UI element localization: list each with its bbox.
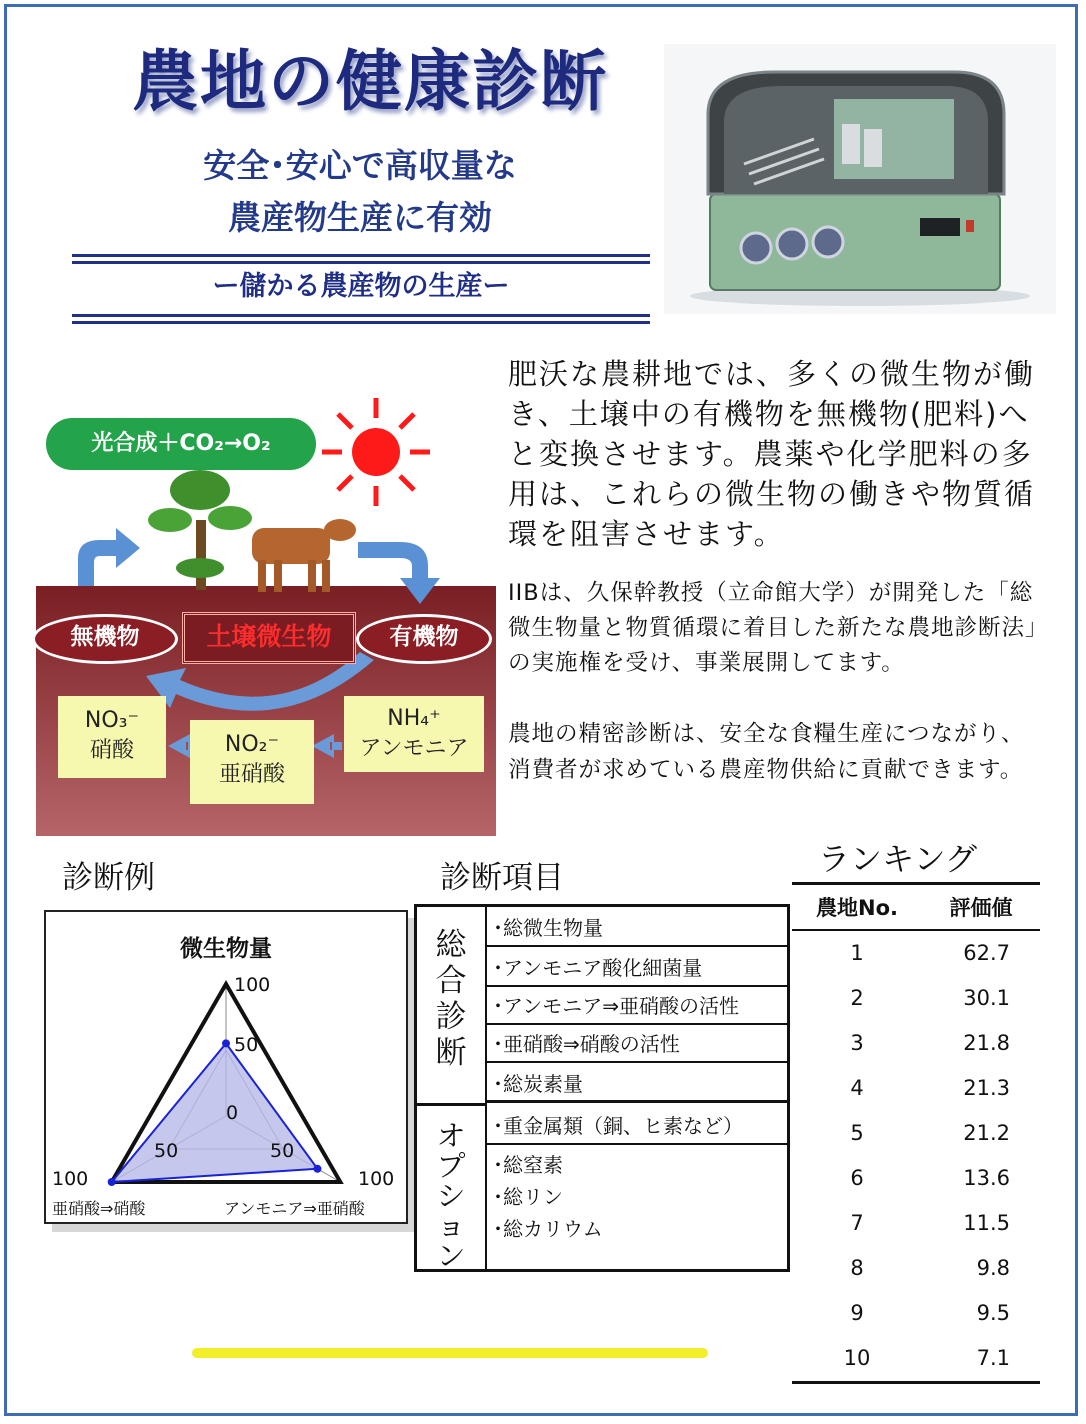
nitrate-box [58,696,166,778]
comprehensive-category-char: 診 [435,999,467,1035]
ammonium-formula: NH₄⁺ [387,706,441,731]
organic-label: 有機物 [356,614,492,664]
arrow-up-icon [78,528,140,586]
item-total-phosphorus: ･総リン [493,1185,563,1209]
radar-tick-100-right: 100 [358,1168,395,1190]
item-heavy-metals: ･重金属類（銅、ヒ素など） [487,1107,787,1145]
ranking-row [792,1291,1040,1336]
sun-icon [322,398,430,506]
ranking-row [792,976,1040,1021]
radar-chart [44,910,408,1224]
option-category-char: プ [436,1149,466,1183]
comprehensive-category-char: 合 [435,963,467,999]
item-total-potassium: ･総カリウム [493,1217,603,1241]
radar-tick-100-top: 100 [234,974,271,996]
ranking-farm-no: 6 [850,1166,864,1190]
photosynthesis-label: 光合成＋CO₂→O₂ [46,418,316,470]
ranking-score: 13.6 [963,1166,1010,1190]
ranking-score: 7.1 [976,1346,1010,1370]
ranking-table [792,882,1040,1384]
radar-tick-50-top: 50 [234,1034,259,1056]
ranking-farm-no: 7 [850,1211,864,1235]
nitrate-formula: NO₃⁻ [84,708,140,733]
double-rule-bottom [72,314,650,324]
heading-example: 診断例 [62,860,155,896]
ranking-farm-no: 10 [843,1346,871,1370]
ranking-row [792,1156,1040,1201]
ammonium-name: アンモニア [359,736,469,761]
ranking-farm-no: 8 [850,1256,864,1280]
option-category-char: オ [436,1119,466,1153]
subtitle-line-2: 農産物生産に有効 [228,198,492,237]
ammonium-box [344,696,484,772]
ranking-farm-no: 4 [850,1076,864,1100]
ranking-header [792,885,1040,929]
intro-paragraph-2: IIBは、久保幹教授（立命館大学）が開発した「総微生物量と物質循環に着目した新たな農地診断法」の実施権を受け、事業展開してます。 [508,580,1038,676]
radar-tick-100-left: 100 [52,1168,89,1190]
option-category-char: シ [436,1179,466,1213]
radar-tick-50-right: 50 [270,1140,295,1162]
item-total-carbon: ･総炭素量 [487,1065,787,1103]
diagnostic-items-table [414,904,790,1272]
subtitle-line-1: 安全･安心で高収量な [203,146,517,185]
nitrite-box [190,720,314,804]
tagline: ー儲かる農産物の生産ー [212,271,510,302]
nitrate-name: 硝酸 [89,738,134,763]
radar-title: 微生物量 [180,936,272,962]
item-total-nitrogen: ･総窒素 [493,1153,563,1177]
radar-point-top [222,1039,230,1047]
soil-microbes-label: 土壌微生物 [182,612,356,664]
subtitle [80,140,640,244]
inorganic-label: 無機物 [32,614,178,664]
ranking-score: 30.1 [963,986,1010,1010]
ranking-farm-no: 1 [850,941,864,965]
radar-plot [46,912,406,1222]
nitrogen-cycle-diagram [30,390,500,840]
ranking-farm-no: 9 [850,1301,864,1325]
heading-items: 診断項目 [440,860,564,896]
option-category-char: ン [436,1239,466,1273]
ranking-row [792,1201,1040,1246]
ranking-rows [792,931,1040,1381]
comprehensive-category [417,927,485,1071]
nitrite-name: 亜硝酸 [218,762,285,787]
ranking-score: 9.8 [976,1256,1010,1280]
ranking-col-farm-no: 農地No. [816,896,898,920]
ranking-score: 11.5 [963,1211,1010,1235]
item-ammonia-to-nitrite: ･アンモニア⇒亜硝酸の活性 [487,987,787,1025]
ranking-farm-no: 3 [850,1031,864,1055]
ranking-row [792,1066,1040,1111]
radar-point-left [108,1178,116,1186]
radar-tick-50-left: 50 [154,1140,179,1162]
double-rule-top [72,254,650,264]
ranking-farm-no: 2 [850,986,864,1010]
option-category [417,1121,485,1271]
ranking-score: 62.7 [963,941,1010,965]
ranking-score: 21.3 [963,1076,1010,1100]
comprehensive-category-char: 断 [435,1035,467,1071]
item-ammonia-oxidizing-bacteria: ･アンモニア酸化細菌量 [487,949,787,987]
ranking-row [792,1111,1040,1156]
radar-axis-label-left: 亜硝酸⇒硝酸 [52,1199,146,1218]
option-category-char: ョ [436,1209,466,1243]
cow-icon [252,519,356,592]
tree-icon [148,470,252,590]
heading-ranking: ランキング [818,840,978,878]
ranking-score: 21.8 [963,1031,1010,1055]
highlight-bar [192,1348,708,1358]
ranking-col-score: 評価値 [949,896,1013,920]
item-total-microbes: ･総微生物量 [487,909,787,947]
radar-tick-0: 0 [226,1102,239,1124]
nitrite-formula: NO₂⁻ [224,732,280,757]
ranking-row [792,1336,1040,1381]
comprehensive-category-char: 総 [435,927,467,963]
ranking-farm-no: 5 [850,1121,864,1145]
radar-axis-label-right: アンモニア⇒亜硝酸 [224,1199,365,1218]
ranking-score: 21.2 [963,1121,1010,1145]
ranking-row [792,931,1040,976]
intro-paragraph-3: 農地の精密診断は、安全な食糧生産につながり、消費者が求めている農産物供給に貢献できます。 [508,721,1025,783]
ranking-score: 9.5 [976,1301,1010,1325]
analyzer-photo [664,44,1056,314]
page-title: 農地の健康診断 [132,43,608,120]
radar-point-right [313,1165,321,1173]
intro-paragraph-1: 肥沃な農耕地では、多くの微生物が働き、土壌中の有機物を無機物(肥料)へと変換させます。農薬や化学肥料の多用は、これらの微生物の働きや物質循環を阻害させます。 [508,357,1036,551]
ranking-row [792,1021,1040,1066]
item-nitrite-to-nitrate: ･亜硝酸⇒硝酸の活性 [487,1025,787,1063]
ranking-row [792,1246,1040,1291]
